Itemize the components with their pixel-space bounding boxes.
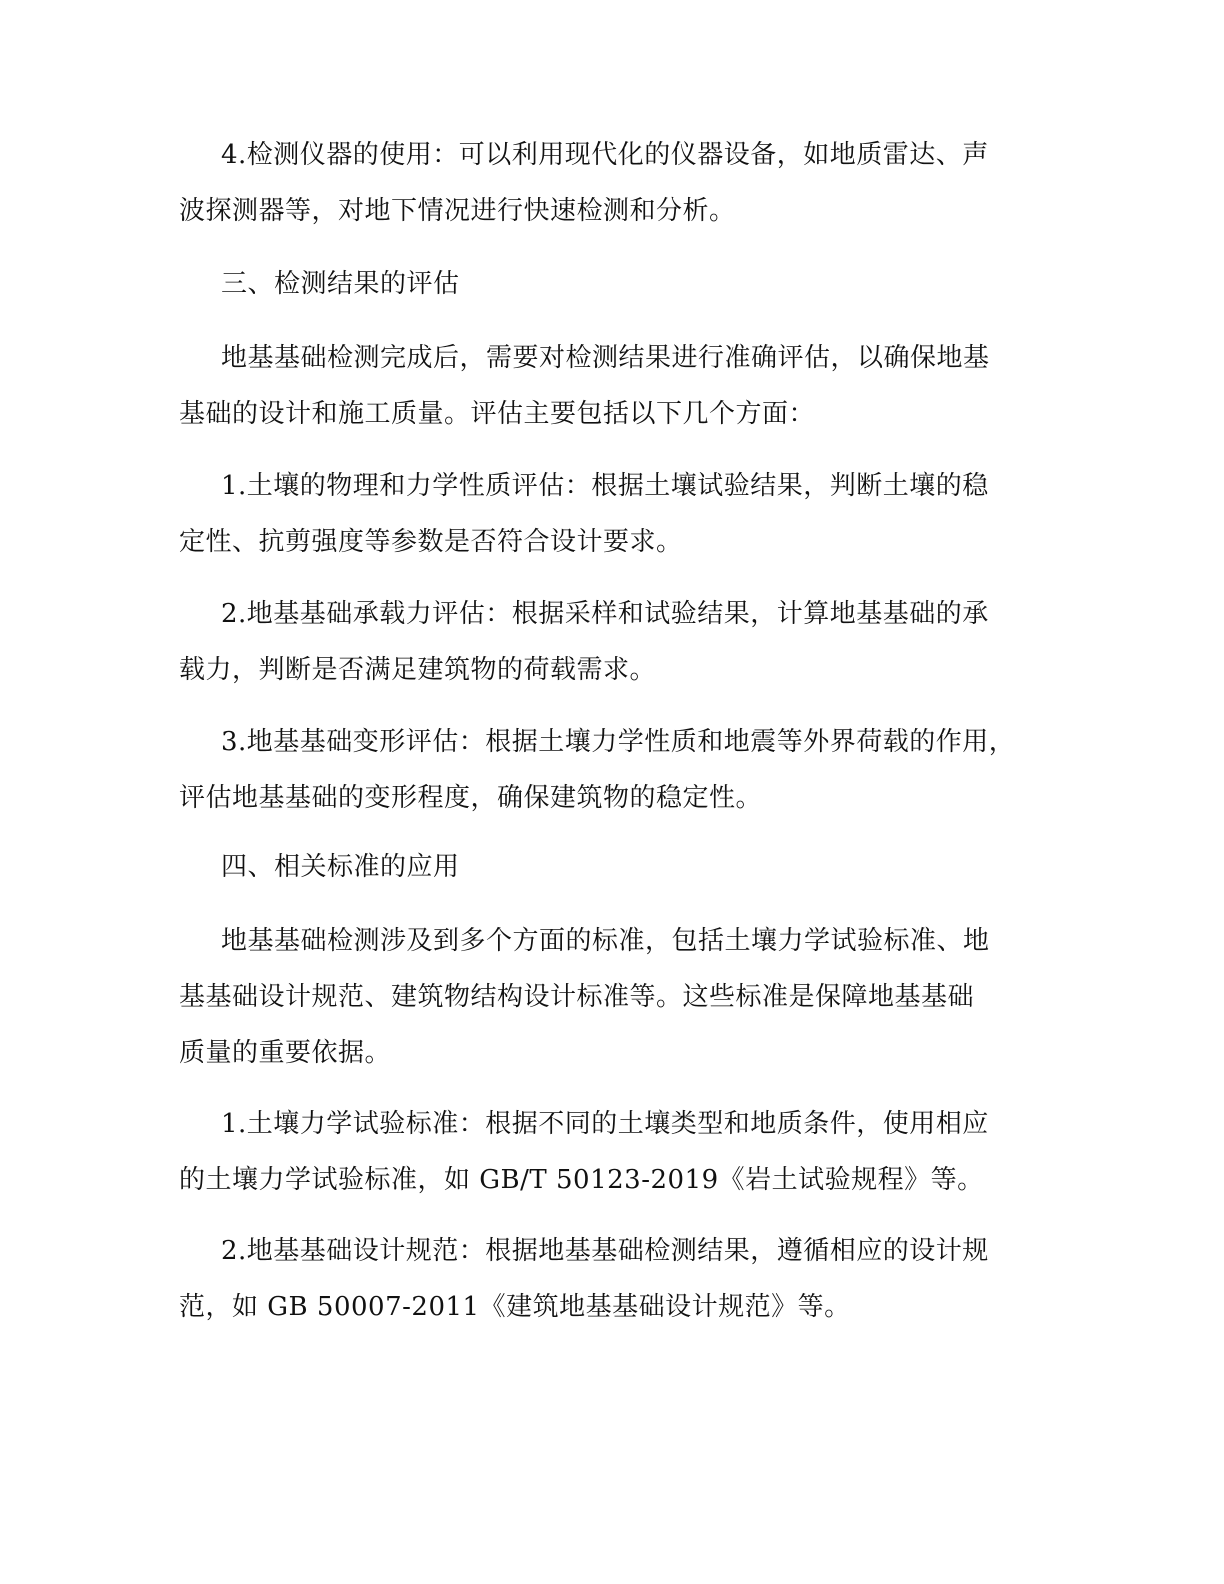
text-line: 定性、抗剪强度等参数是否符合设计要求。 [179, 527, 683, 557]
text-line: 1.土壤的物理和力学性质评估：根据土壤试验结果，判断土壤的稳 [221, 471, 989, 501]
text-line: 载力，判断是否满足建筑物的荷载需求。 [179, 655, 657, 685]
text-line: 波探测器等，对地下情况进行快速检测和分析。 [179, 196, 736, 226]
paragraph-evaluation-intro [179, 330, 1039, 442]
text-line: 4.检测仪器的使用：可以利用现代化的仪器设备，如地质雷达、声 [221, 140, 989, 170]
text-line: 2.地基基础承载力评估：根据采样和试验结果，计算地基基础的承 [221, 599, 989, 629]
paragraph-instrument-use [179, 127, 1039, 239]
text-line: 的土壤力学试验标准，如 GB/T 50123-2019《岩土试验规程》等。 [179, 1165, 984, 1195]
paragraph-bearing-capacity [179, 586, 1039, 698]
paragraph-design-code [179, 1223, 1039, 1335]
paragraph-soil-evaluation [179, 458, 1039, 570]
section-heading-evaluation [179, 256, 1039, 312]
paragraph-soil-test-standard [179, 1096, 1039, 1208]
text-line: 基基础设计规范、建筑物结构设计标准等。这些标准是保障地基基础 [179, 982, 975, 1012]
section-heading: 四、相关标准的应用 [221, 852, 460, 882]
text-line: 地基基础检测完成后，需要对检测结果进行准确评估，以确保地基 [221, 343, 990, 373]
text-line: 评估地基基础的变形程度，确保建筑物的稳定性。 [179, 783, 763, 813]
text-line: 1.土壤力学试验标准：根据不同的土壤类型和地质条件，使用相应 [221, 1109, 989, 1139]
text-line: 地基基础检测涉及到多个方面的标准，包括土壤力学试验标准、地 [221, 926, 990, 956]
paragraph-deformation [179, 714, 1039, 826]
text-line: 2.地基基础设计规范：根据地基基础检测结果，遵循相应的设计规 [221, 1236, 989, 1266]
text-line: 3.地基基础变形评估：根据土壤力学性质和地震等外界荷载的作用， [221, 727, 1016, 757]
text-line: 范，如 GB 50007-2011《建筑地基基础设计规范》等。 [179, 1292, 851, 1322]
text-line: 质量的重要依据。 [179, 1038, 392, 1068]
paragraph-standards-intro [179, 913, 1039, 1081]
text-line: 基础的设计和施工质量。评估主要包括以下几个方面： [179, 399, 816, 429]
section-heading: 三、检测结果的评估 [221, 269, 460, 299]
section-heading-standards [179, 839, 1039, 895]
